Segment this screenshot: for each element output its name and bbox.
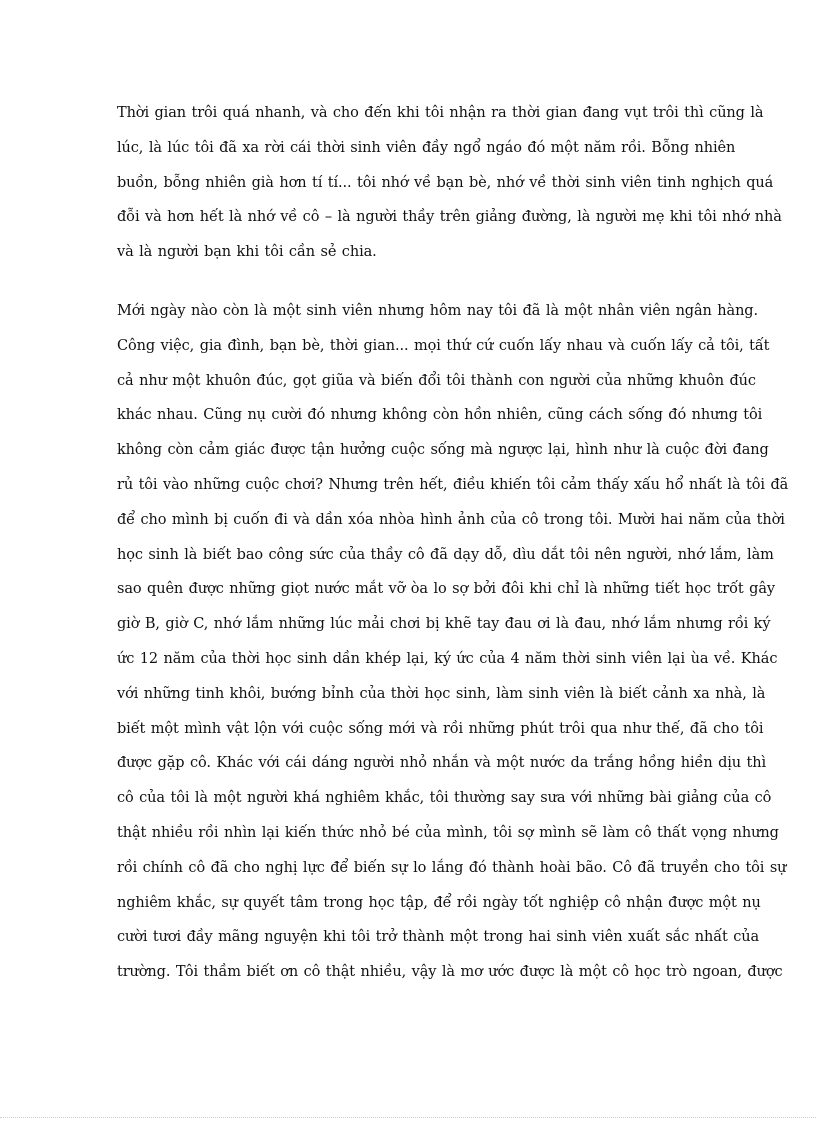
text-line: sao quên được những giọt nước mắt vỡ òa lo sợ bởi đôi khi chỉ là những tiết học trốt gây <box>117 581 775 598</box>
text-line: rủ tôi vào những cuộc chơi? Nhưng trên hết, điều khiến tôi cảm thấy xấu hổ nhất là tôi đã <box>117 476 789 493</box>
text-line: Thời gian trôi quá nhanh, và cho đến khi tôi nhận ra thời gian đang vụt trôi thì cũng là <box>117 105 764 121</box>
paragraph-body <box>117 294 789 990</box>
text-line: học sinh là biết bao công sức của thầy cô đã dạy dỗ, dìu dắt tôi nên người, nhớ lắm, làm <box>117 546 774 563</box>
text-line: và là người bạn khi tôi cần sẻ chia. <box>117 244 377 261</box>
text-line: khác nhau. Cũng nụ cười đó nhưng không còn hồn nhiên, cũng cách sống đó nhưng tôi <box>117 407 763 424</box>
text-line: cả như một khuôn đúc, gọt giũa và biến đổi tôi thành con người của những khuôn đúc <box>117 372 756 389</box>
text-line: giờ B, giờ C, nhớ lắm những lúc mải chơi bị khẽ tay đau ơi là đau, nhớ lắm nhưng rồi ký <box>117 616 771 633</box>
text-line: cô của tôi là một người khá nghiêm khắc, tôi thường say sưa với những bài giảng của cô <box>117 790 772 807</box>
text-line: ức 12 năm của thời học sinh dần khép lại, ký ức của 4 năm thời sinh viên lại ùa về. Khác <box>117 650 778 667</box>
text-line: biết một mình vật lộn với cuộc sống mới và rồi những phút trôi qua như thế, đã cho tôi <box>117 720 764 737</box>
text-line: rồi chính cô đã cho nghị lực để biến sự lo lắng đó thành hoài bão. Cô đã truyền cho tôi sự <box>117 859 787 876</box>
text-line: nghiêm khắc, sự quyết tâm trong học tập, để rồi ngày tốt nghiệp cô nhận được một nụ <box>117 894 761 911</box>
text-line: trường. Tôi thầm biết ơn cô thật nhiều, vậy là mơ ước được là một cô học trò ngoan, được <box>117 964 783 981</box>
text-line: không còn cảm giác được tận hưởng cuộc sống mà ngược lại, hình như là cuộc đời đang <box>117 442 769 459</box>
paragraph-intro <box>117 96 782 270</box>
text-line: đỗi và hơn hết là nhớ về cô – là người thầy trên giảng đường, là người mẹ khi tôi nhớ nhà <box>117 209 782 226</box>
text-line: cười tươi đầy mãng nguyện khi tôi trở thành một trong hai sinh viên xuất sắc nhất của <box>117 929 760 946</box>
text-line: thật nhiều rồi nhìn lại kiến thức nhỏ bé của mình, tôi sợ mình sẽ làm cô thất vọng nhưng <box>117 824 779 841</box>
text-line: được gặp cô. Khác với cái dáng người nhỏ nhắn và một nước da trắng hồng hiền dịu thì <box>117 755 767 772</box>
text-line: Mới ngày nào còn là một sinh viên nhưng hôm nay tôi đã là một nhân viên ngân hàng. <box>117 303 758 319</box>
page-bottom-edge <box>0 1117 816 1118</box>
text-line: buồn, bỗng nhiên già hơn tí tí... tôi nhớ về bạn bè, nhớ về thời sinh viên tinh nghịch quá <box>117 174 774 191</box>
text-line: lúc, là lúc tôi đã xa rời cái thời sinh viên đầy ngổ ngáo đó một năm rồi. Bỗng nhiên <box>117 139 736 156</box>
text-line: để cho mình bị cuốn đi và dần xóa nhòa hình ảnh của cô trong tôi. Mười hai năm của thời <box>117 511 785 528</box>
text-line: Công việc, gia đình, bạn bè, thời gian... mọi thứ cứ cuốn lấy nhau và cuốn lấy cả tôi, tất <box>117 337 770 354</box>
text-line: với những tinh khôi, bướng bỉnh của thời học sinh, làm sinh viên là biết cảnh xa nhà, là <box>117 685 766 702</box>
